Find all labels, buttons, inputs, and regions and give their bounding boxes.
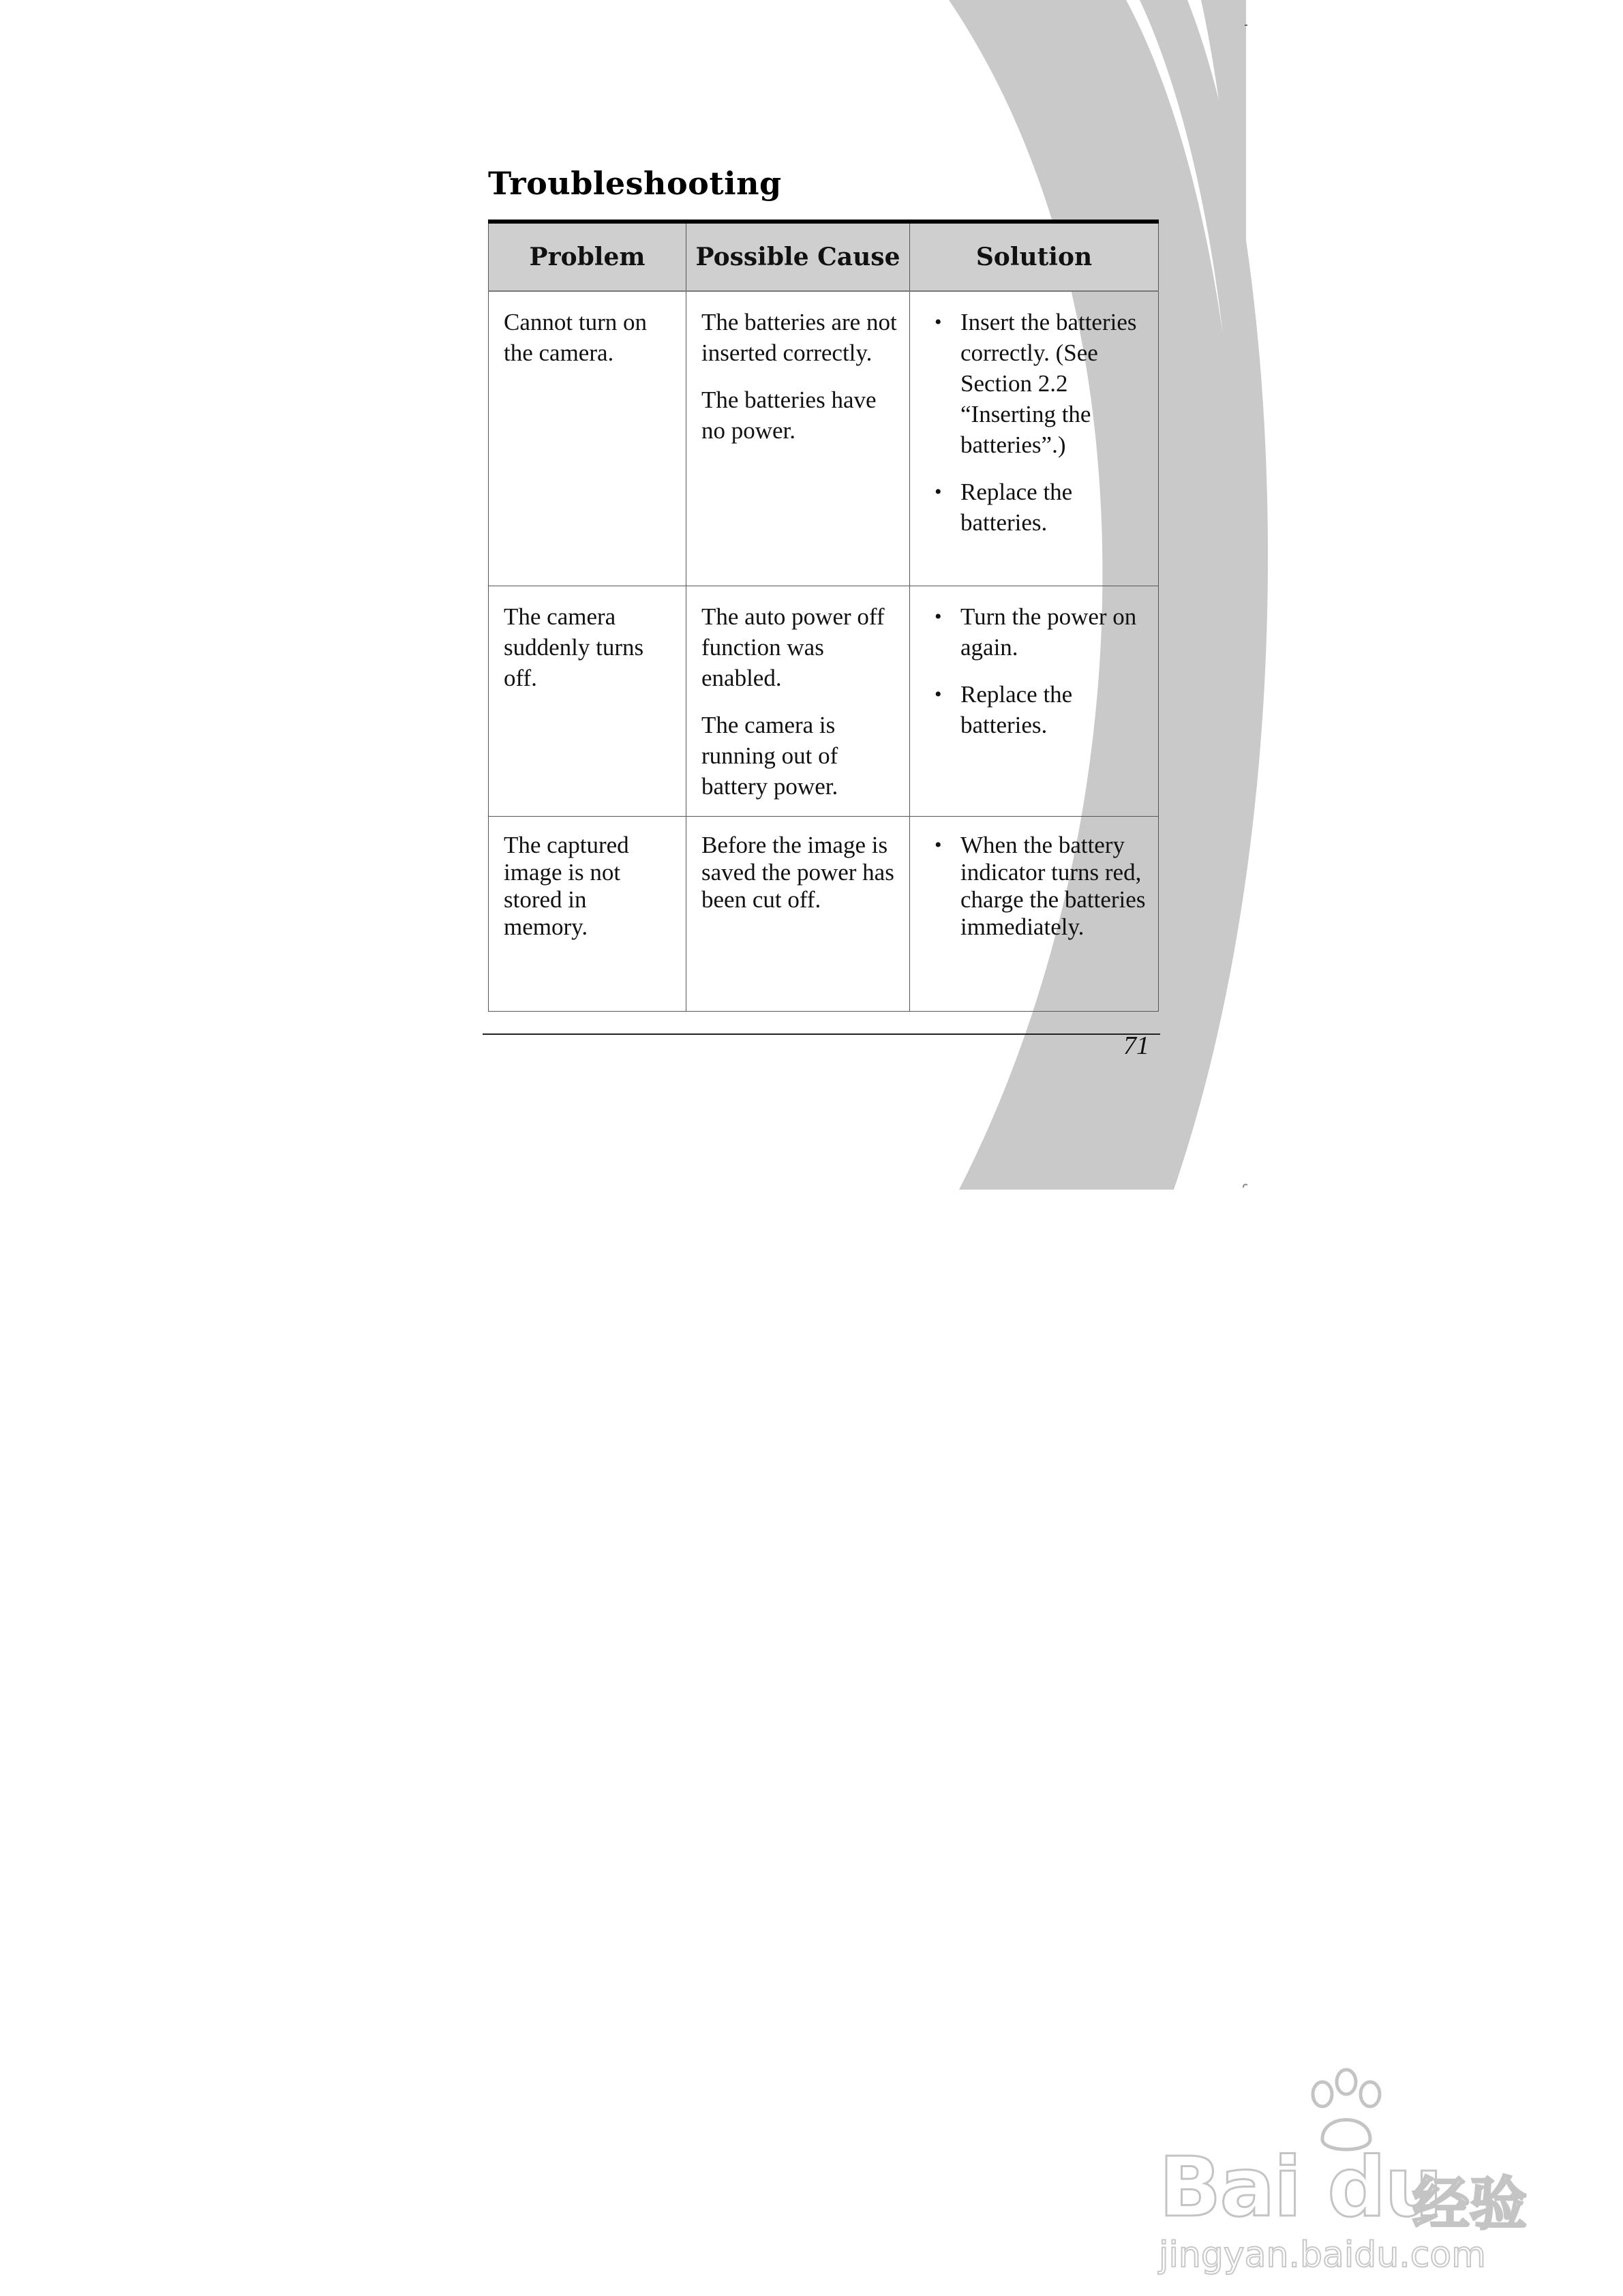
bullet-icon: • bbox=[935, 311, 942, 333]
watermark-cn-text: 经验 bbox=[1412, 2171, 1528, 2237]
bullet-icon: • bbox=[935, 682, 942, 706]
solution-text: Insert the batteries correctly. (See Section 2.2 “Inserting the batteries”.) bbox=[960, 309, 1137, 458]
cause-cell bbox=[686, 291, 910, 586]
cause-text: The auto power off function was enabled. bbox=[701, 603, 885, 691]
problem-cell: Cannot turn on the camera. bbox=[489, 291, 686, 586]
solution-item bbox=[925, 679, 1146, 740]
bullet-icon: • bbox=[935, 605, 942, 628]
solution-item bbox=[925, 832, 1146, 941]
page-number: 71 bbox=[1123, 1031, 1149, 1060]
cause-text: The camera is running out of battery power. bbox=[701, 711, 838, 800]
crop-mark-bottom bbox=[1243, 1185, 1247, 1188]
table-row bbox=[489, 291, 1159, 586]
baidu-jingyan-watermark bbox=[1159, 2059, 1541, 2277]
bullet-icon: • bbox=[935, 481, 942, 503]
troubleshooting-table bbox=[488, 220, 1159, 1012]
solution-text: When the battery indicator turns red, charge the batteries immediately. bbox=[960, 831, 1146, 940]
problem-cell: The camera suddenly turns off. bbox=[489, 586, 686, 816]
cause-text: Before the image is saved the power has been cut off. bbox=[701, 831, 894, 913]
solution-item bbox=[925, 307, 1146, 460]
cause-text: The batteries are not inserted correctly. bbox=[701, 309, 897, 366]
solution-cell bbox=[910, 816, 1159, 1011]
watermark-brand: Bai du bbox=[1159, 2141, 1442, 2235]
bullet-icon: • bbox=[935, 833, 942, 856]
solution-cell bbox=[910, 586, 1159, 816]
crop-mark-top bbox=[1245, 25, 1247, 26]
cause-cell bbox=[686, 816, 910, 1011]
column-header-solution: Solution bbox=[910, 222, 1159, 291]
column-header-possible-cause: Possible Cause bbox=[686, 222, 910, 291]
watermark-url: jingyan.baidu.com bbox=[1159, 2235, 1486, 2276]
solution-list bbox=[925, 601, 1146, 740]
solution-text: Replace the batteries. bbox=[960, 680, 1073, 738]
solution-item bbox=[925, 601, 1146, 663]
cause-cell bbox=[686, 586, 910, 816]
table-header-row bbox=[489, 222, 1159, 291]
solution-item bbox=[925, 477, 1146, 538]
table-row bbox=[489, 586, 1159, 816]
solution-list bbox=[925, 307, 1146, 538]
solution-text: Turn the power on again. bbox=[960, 603, 1137, 661]
cause-text: The batteries have no power. bbox=[701, 387, 877, 444]
solution-list bbox=[925, 832, 1146, 941]
problem-cell: The captured image is not stored in memory. bbox=[489, 816, 686, 1011]
solution-cell bbox=[910, 291, 1159, 586]
page-title: Troubleshooting bbox=[488, 165, 782, 202]
solution-text: Replace the batteries. bbox=[960, 479, 1073, 536]
table-row bbox=[489, 816, 1159, 1011]
footer-rule bbox=[483, 1033, 1160, 1035]
column-header-problem: Problem bbox=[489, 222, 686, 291]
